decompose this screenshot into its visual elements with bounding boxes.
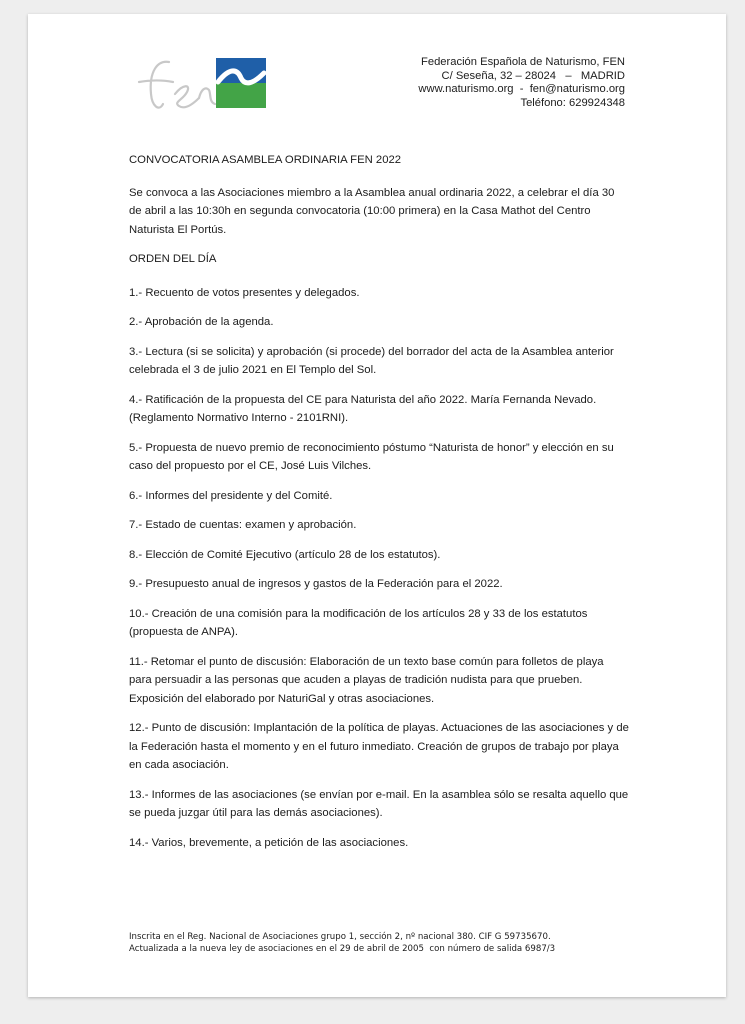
org-contact-block xyxy=(418,56,625,110)
org-name: Federación Española de Naturismo, FEN xyxy=(421,56,625,68)
document-page xyxy=(28,14,726,997)
org-phone: Teléfono: 629924348 xyxy=(520,96,625,109)
agenda-item: 11.- Retomar el punto de discusión: Elaboración de un texto base común para folletos de playa para persuadir a las personas que acuden a playas de tradición nudista para que prueben. Exposición del elaborado por NaturiGal y otras asociaciones. xyxy=(129,655,604,705)
agenda-item: 4.- Ratificación de la propuesta del CE para Naturista del año 2022. María Fernanda Nevado. (Reglamento Normativo Interno - 2101RNI). xyxy=(129,393,597,424)
agenda-item: 14.- Varios, brevemente, a petición de las asociaciones. xyxy=(129,836,409,849)
agenda-item: 12.- Punto de discusión: Implantación de la política de playas. Actuaciones de las asociaciones y de la Federación hasta el momento y en el futuro inmediato. Creación de grupos de trabajo por playa en cada asociación. xyxy=(129,722,629,771)
agenda-item: 10.- Creación de una comisión para la modificación de los artículos 28 y 33 de los estatutos (propuesta de ANPA). xyxy=(129,607,588,638)
agenda-item: 3.- Lectura (si se solicita) y aprobación (si procede) del borrador del acta de la Asamblea anterior celebrada el 3 de julio 2021 en El Templo del Sol. xyxy=(129,345,614,376)
agenda-item: 9.- Presupuesto anual de ingresos y gastos de la Federación para el 2022. xyxy=(129,578,503,590)
agenda-heading: ORDEN DEL DÍA xyxy=(129,253,217,265)
org-web-email: www.naturismo.org - fen@naturismo.org xyxy=(418,83,625,96)
agenda-item: 6.- Informes del presidente y del Comité. xyxy=(129,489,333,502)
registration-footer xyxy=(129,931,555,955)
intro-paragraph: Se convoca a las Asociaciones miembro a la Asamblea anual ordinaria 2022, a celebrar el día 30 de abril a las 10:30h en segunda convocatoria (10:00 primera) en la Casa Mathot del Centro Naturista El Portús. xyxy=(129,186,615,236)
fen-logo xyxy=(129,54,267,114)
footer-line-1: Inscrita en el Reg. Nacional de Asociaciones grupo 1, sección 2, nº nacional 380. CIF G 59735670. xyxy=(129,932,551,942)
footer-line-2: Actualizada a la nueva ley de asociaciones en el 29 de abril de 2005 con número de salida 6987/3 xyxy=(129,944,556,954)
agenda-item: 13.- Informes de las asociaciones (se envían por e-mail. En la asamblea sólo se resalta aquello que se pueda juzgar útil para las demás asociaciones). xyxy=(129,788,629,819)
agenda-item: 1.- Recuento de votos presentes y delegados. xyxy=(129,286,360,299)
agenda-item: 8.- Elección de Comité Ejecutivo (artículo 28 de los estatutos). xyxy=(129,548,441,561)
org-address: C/ Seseña, 32 – 28024 – MADRID xyxy=(441,69,625,82)
agenda-item: 5.- Propuesta de nuevo premio de reconocimiento póstumo “Naturista de honor” y elección en su caso del propuesto por el CE, José Luis Vilches. xyxy=(129,441,614,472)
agenda-item: 2.- Aprobación de la agenda. xyxy=(129,316,274,328)
document-body xyxy=(129,151,629,863)
agenda-item: 7.- Estado de cuentas: examen y aprobación. xyxy=(129,519,357,531)
fen-logo-graphic xyxy=(129,54,267,114)
document-title: CONVOCATORIA ASAMBLEA ORDINARIA FEN 2022 xyxy=(129,154,402,166)
